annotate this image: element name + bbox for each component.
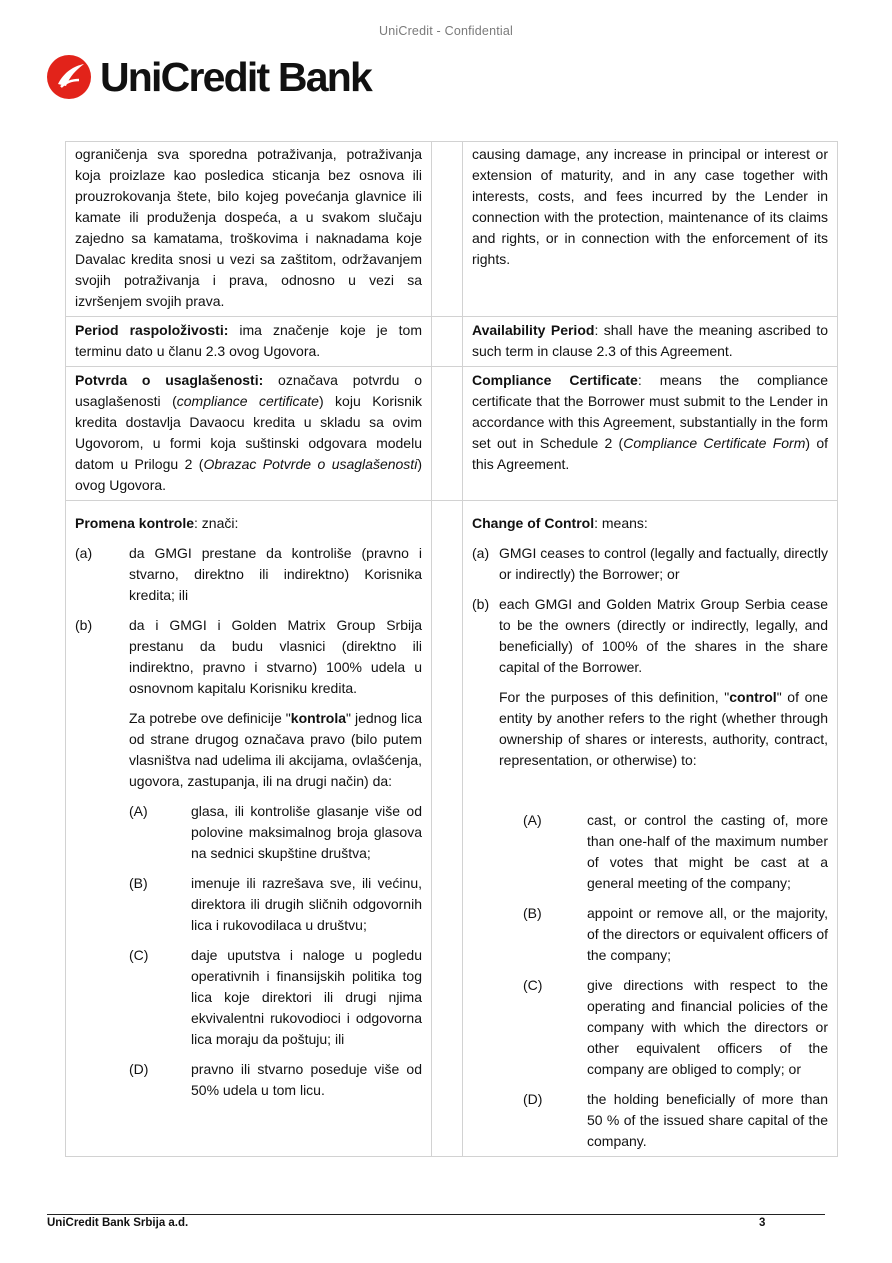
- serbian-cell: [66, 142, 432, 317]
- list-item: (C) daje uputstva i naloge u pogledu operativnih i finansijskih politika tog lica koje direktori ili drugi njima ekvivalentni rukovodioci i odgovorna lica moraju da poštuju; ili: [129, 947, 422, 1047]
- definition-term: Availability Period: [472, 322, 595, 338]
- definition-term: Promena kontrole: [75, 515, 195, 531]
- definition-term: Period raspoloživosti:: [75, 322, 229, 338]
- list-item: (A) cast, or control the casting of, more than one-half of the maximum number of votes that might be cast at a general meeting of the company;: [523, 812, 828, 891]
- bilingual-definitions-table: [65, 141, 838, 1157]
- definition-term: Compliance Certificate: [472, 372, 638, 388]
- table-row: [66, 367, 838, 501]
- english-cell: [463, 142, 838, 317]
- unicredit-logo: [46, 52, 371, 102]
- definition-term: Potvrda o usaglašenosti:: [75, 372, 264, 388]
- list-item: (C) give directions with respect to the operating and financial policies of the company with which the directors or other equivalent officers of the company are obliged to comply; or: [523, 977, 828, 1077]
- control-definition: Za potrebe ove definicije "kontrola" jednog lica od strane drugog označava pravo (bilo putem vlasništva nad udelima ili akcijama, ovlašćenja, ugovora, zastupanja, ili na drugi način) da:: [129, 710, 422, 789]
- english-cell: [463, 317, 838, 367]
- table-row: [66, 501, 838, 1157]
- definition-text: : shall have the meaning ascribed to such term in clause 2.3 of this Agreement.: [472, 322, 829, 359]
- unicredit-logo-icon: [46, 54, 92, 100]
- list-item: (B) imenuje ili razrešava sve, ili većinu, direktora ili drugih sličnih odgovornih lica i rukovodilaca u društvu;: [129, 875, 422, 933]
- english-text: causing damage, any increase in principal or interest or extension of maturity, and in any case together with interests, costs, and fees incurred by the Lender in connection with the protection, maintenance of its claims and rights, or in connection with the enforcement of its rights.: [472, 146, 828, 267]
- list-item: (B) appoint or remove all, or the majority, of the directors or equivalent officers of the company;: [523, 905, 828, 963]
- confidential-label: UniCredit - Confidential: [378, 24, 514, 38]
- list-item: (a) da GMGI prestane da kontroliše (pravno i stvarno, direktno ili indirektno) Korisnika kredita; ili: [75, 545, 422, 603]
- footer-company: UniCredit Bank Srbija a.d.: [47, 1217, 189, 1229]
- table-row: [66, 142, 838, 317]
- control-definition: For the purposes of this definition, "control" of one entity by another refers to the right (whether through ownership of shares or interests, authority, contract, representation, or otherwise) to:: [499, 689, 828, 768]
- list-item: (b) da i GMGI i Golden Matrix Group Srbija prestanu da budu vlasnici (direktno ili indirektno, pravno i stvarno) 100% udela u osnovnom kapitalu Korisniku kredita.: [75, 617, 422, 696]
- serbian-cell: [66, 317, 432, 367]
- list-item: (D) the holding beneficially of more than 50 % of the issued share capital of the company.: [523, 1091, 828, 1149]
- list-item: (a) GMGI ceases to control (legally and factually, directly or indirectly) the Borrower; or: [472, 545, 828, 582]
- definition-term: Change of Control: [472, 515, 595, 531]
- english-cell: Compliance Certificate: means the compliance certificate that the Borrower must submit to the Lender in accordance with this Agreement, substantially in the form set out in Schedule 2 (Compliance Certificate Form) of this Agreement.: [463, 367, 838, 501]
- english-cell: Change of Control: means: (a) GMGI ceases to control (legally and factually, directly or indirectly) the Borrower; or (b) each GMGI and Golden Matrix Group Serbia cease to be the owners (directly or indirectly, legally, and beneficially) of 100% of the shares in the share capital of the Borrower. For the purposes of this definition, "control" of one entity by another refers to the right (whether through ownership of shares or interests, authority, contract, representation, or otherwise) to: (A) cast, or control the casting of, more than one-half of the maximum number of votes that might be cast at a general meeting of the company; (B) appoint or remove all, or the majority, of the directors or equivalent officers of the company; (C) give directions with respect to the operating and financial policies of the company with which the directors or other equivalent officers of the company are obliged to comply; or (D) the holding beneficially of more than 50 % of the issued share capital of the company.: [463, 501, 838, 1157]
- serbian-cell: Promena kontrole: znači: (a) da GMGI prestane da kontroliše (pravno i stvarno, direktno ili indirektno) Korisnika kredita; ili (b) da i GMGI i Golden Matrix Group Srbija prestanu da budu vlasnici (direktno ili indirektno, pravno i stvarno) 100% udela u osnovnom kapitalu Korisniku kredita. Za potrebe ove definicije "kontrola" jednog lica od strane drugog označava pravo (bilo putem vlasništva nad udelima ili akcijama, ovlašćenja, ugovora, zastupanja, ili na drugi način) da: (A) glasa, ili kontroliše glasanje više od polovine maksimalnog broja glasova na sednici skupštine društva; (B) imenuje ili razrešava sve, ili većinu, direktora ili drugih sličnih odgovornih lica i rukovodilaca u društvu; (C) daje uputstva i naloge u pogledu operativnih i finansijskih politika tog lica koje direktori ili drugi njima ekvivalentni rukovodioci i odgovorna lica moraju da poštuju; ili (D) pravno ili stvarno poseduje više od 50% udela u tom licu.: [66, 501, 432, 1157]
- logo-text: UniCredit Bank: [100, 54, 371, 100]
- list-item: (A) glasa, ili kontroliše glasanje više od polovine maksimalnog broja glasova na sednici skupštine društva;: [129, 803, 422, 861]
- footer-divider: [47, 1214, 825, 1215]
- serbian-text: ograničenja sva sporedna potraživanja, potraživanja koja proizlaze kao posledica sticanja bez osnova ili prouzrokovanja štete, bilo kojeg povećanja glavnice ili kamate ili produženja dospeća, a u svakom slučaju zajedno sa kamatama, troškovima i naknadama koje Davalac kredita snosi u vezi sa zaštitom, održavanjem svojih potraživanja i prava, odnosno u vezi sa izvršenjem svojih prava.: [75, 146, 422, 309]
- definition-text: ima značenje koje je tom terminu dato u članu 2.3 ovog Ugovora.: [75, 322, 423, 359]
- list-item: (D) pravno ili stvarno poseduje više od 50% udela u tom licu.: [129, 1061, 422, 1098]
- serbian-cell: Potvrda o usaglašenosti: označava potvrdu o usaglašenosti (compliance certificate) koju Korisnik kredita dostavlja Davaocu kredita u skladu sa ovim Ugovorom, u formi koja suštinski odgovara modelu datom u Prilogu 2 (Obrazac Potvrde o usaglašenosti) ovog Ugovora.: [66, 367, 432, 501]
- list-item: (b) each GMGI and Golden Matrix Group Serbia cease to be the owners (directly or indirectly, legally, and beneficially) of 100% of the shares in the share capital of the Borrower.: [472, 596, 828, 675]
- page-number: 3: [759, 1217, 766, 1229]
- table-row: [66, 317, 838, 367]
